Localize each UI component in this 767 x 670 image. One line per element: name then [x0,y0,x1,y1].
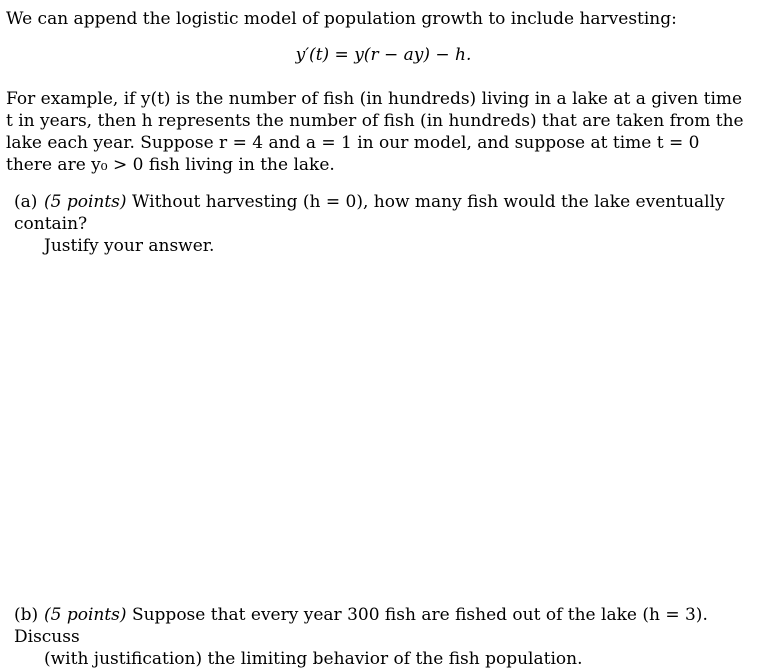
question-b-points: (5 points) [44,605,127,625]
answer-space-a[interactable] [14,245,753,590]
question-a-text-line2: Justify your answer. [44,236,215,256]
question-a-points: (5 points) [44,192,127,212]
example-paragraph: For example, if y(t) is the number of fish (in hundreds) living in a lake at a given time t in years, then h represents the number of fish (in hundreds) that are taken from the lake each year. Suppose r = 4 and a = 1 in our model, and suppose at time t = 0 there are y₀ > 0 fish living in the lake. [6,89,744,175]
harvesting-equation: y′(t) = y(r − ay) − h. [295,45,472,65]
intro-text: We can append the logistic model of population growth to include harvesting: [6,9,677,29]
question-a-text-line1: Without harvesting (h = 0), how many fish would the lake eventually contain? [14,192,725,234]
question-b [14,604,744,670]
question-a-label: (a) [14,192,38,212]
question-b-text-line2: (with justification) the limiting behavior of the fish population. [44,649,583,669]
question-b-label: (b) [14,605,39,625]
question-b-text-line1: Suppose that every year 300 fish are fished out of the lake (h = 3). Discuss [14,605,708,647]
